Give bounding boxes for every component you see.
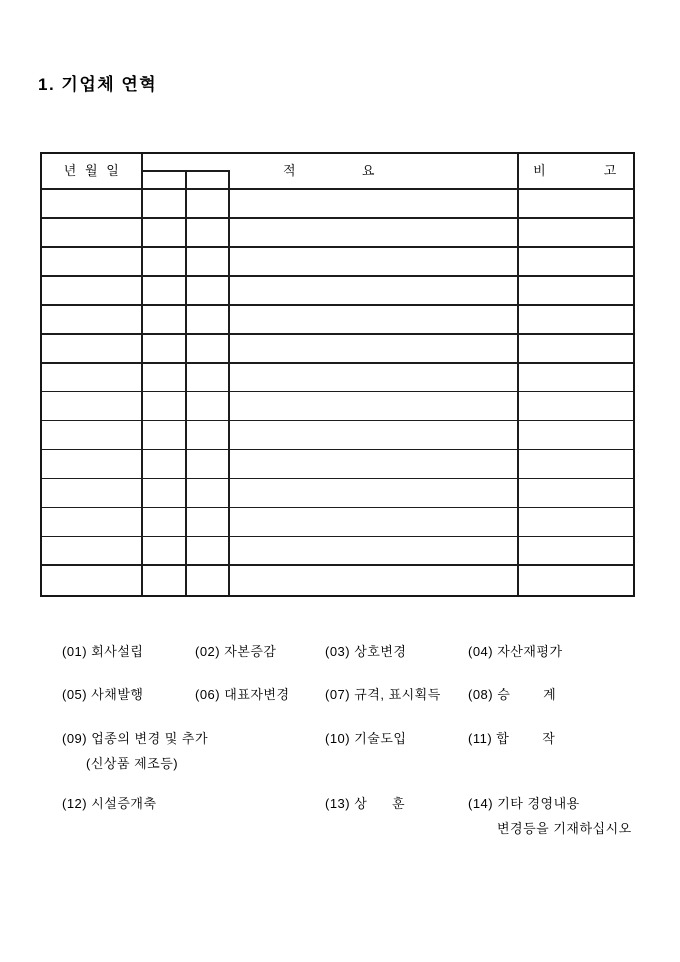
- col-header-description: 적 요: [283, 163, 375, 178]
- grid-line-row: [42, 362, 633, 364]
- grid-line-note-col: [517, 154, 519, 595]
- legend-item: (13) 상 훈: [325, 796, 406, 811]
- legend-item: (08) 승 계: [468, 687, 557, 702]
- legend-item: (신상품 제조등): [86, 756, 179, 771]
- grid-line-row: [42, 246, 633, 248]
- legend-item: (04) 자산재평가: [468, 644, 563, 659]
- grid-line-row: [42, 449, 633, 451]
- grid-line-date-col: [141, 154, 143, 595]
- grid-line-row: [42, 391, 633, 393]
- legend-item: (03) 상호변경: [325, 644, 407, 659]
- legend-item: 변경등을 기재하십시오: [497, 821, 632, 836]
- grid-line-subcol-1: [185, 170, 187, 595]
- grid-line-row: [42, 420, 633, 422]
- legend-item: (14) 기타 경영내용: [468, 796, 580, 811]
- grid-line-header-bottom: [42, 188, 633, 190]
- legend-item: (02) 자본증감: [195, 644, 277, 659]
- history-table: [40, 152, 635, 597]
- grid-line-row: [42, 304, 633, 306]
- grid-line-row: [42, 478, 633, 480]
- legend-item: (12) 시설증개축: [62, 796, 157, 811]
- grid-line-row: [42, 275, 633, 277]
- grid-line-row: [42, 564, 633, 566]
- grid-line-row: [42, 217, 633, 219]
- legend-item: (05) 사채발행: [62, 687, 144, 702]
- legend-item: (01) 회사설립: [62, 644, 144, 659]
- col-header-date: 년 월 일: [63, 163, 120, 178]
- legend-item: (11) 합 작: [468, 731, 556, 746]
- grid-line-row: [42, 507, 633, 509]
- legend-item: (07) 규격, 표시획득: [325, 687, 441, 702]
- grid-line-subcol-2: [228, 170, 230, 595]
- grid-line-row: [42, 333, 633, 335]
- legend-item: (06) 대표자변경: [195, 687, 290, 702]
- legend-item: (09) 업종의 변경 및 추가: [62, 731, 209, 746]
- page-title: 1. 기업체 연혁: [38, 75, 158, 94]
- col-header-note: 비 고: [533, 163, 617, 178]
- legend-item: (10) 기술도입: [325, 731, 407, 746]
- grid-line-row: [42, 536, 633, 538]
